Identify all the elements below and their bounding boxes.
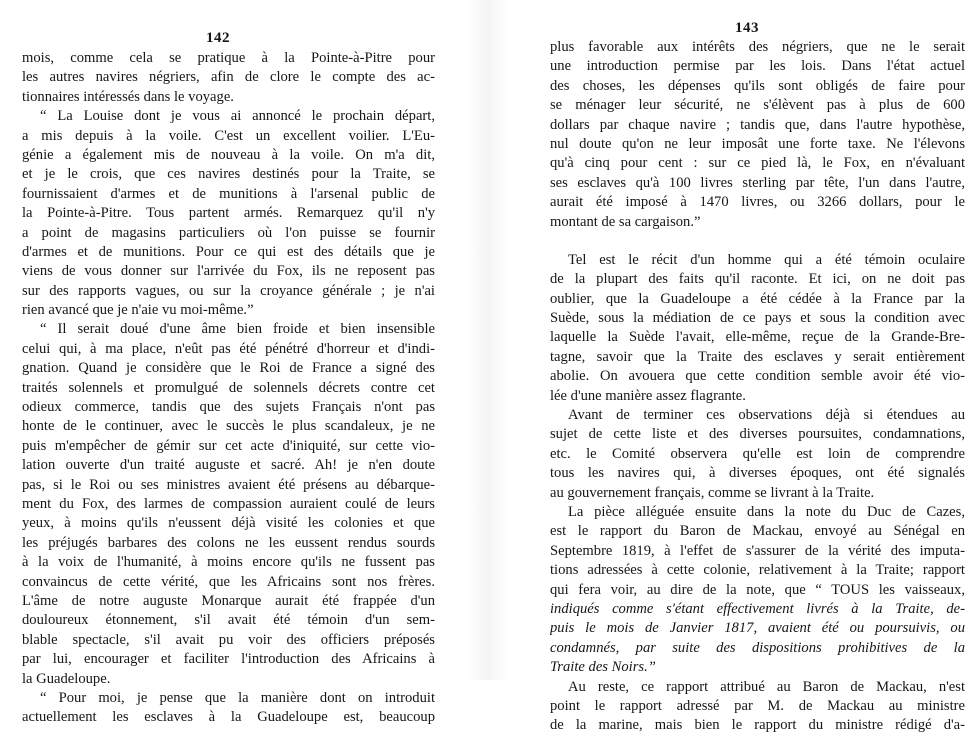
text-line: des choses, les dépenses qu'ils sont obligés de faire pour [550,77,965,94]
text-line: lée d'une manière assez flagrante. [550,387,746,404]
text-line: “ La Louise dont je vous ai annoncé le prochain départ, [40,108,435,125]
text-line: d'armes et de munitions. Pour ce qui est des détails que je [22,243,435,260]
text-line: sujet de cette liste et des diverses poursuites, condamnations, [550,426,965,443]
page-number: 143 [735,20,759,36]
text-line: “ Il serait doué d'une âme bien froide et bien insensible [40,321,435,338]
text-line: fournissaient d'armes et de munitions à l'arsenal public de [22,185,435,202]
text-line: viens de vous donner sur l'arrivée du Fox, ils ne reposent pas [22,263,435,280]
page-number: 142 [206,30,230,46]
text-line: L'âme de notre auguste Monarque aurait été frappée d'un [22,592,435,609]
text-line: aurait été imposé à 1470 livres, ou 3266 dollars, pour le [550,194,965,211]
text-line: puis m'empêcher de gémir sur cet acte d'iniquité, sur cette vio- [22,437,435,454]
text-line: Avant de terminer ces observations déjà si étendues au [568,407,965,424]
text-line: traités solennels et promulgué de solennels décrets contre cet [22,379,435,396]
text-line: etc. le Comité observera qu'elle est loin de comprendre [550,445,965,462]
text-line: mois, comme cela se pratique à la Pointe-à-Pitre pour [22,50,435,66]
text-line: tionnaires intéressés dans le voyage. [22,88,234,105]
text-line: se ménager leur sécurité, ne s'élèvent pas à plus de 600 [550,97,965,114]
left-page [0,0,440,726]
text-line: point le rapport adressé par M. de Mackau au ministre [550,697,965,714]
text-line: La pièce alléguée ensuite dans la note du Duc de Cazes, [568,503,965,520]
text-line: montant de sa cargaison.” [550,213,701,230]
text-line: plus favorable aux intérêts des négriers, que ne le serait [550,39,965,55]
text-line: génie a également mis de nouveau à la voile. On m'a dit, [22,146,435,163]
text-line: sur des rapports vagues, ou sur la croyance générale ; je n'ai [22,282,435,299]
text-line: rien avancé que je n'aie vu moi-même.” [22,302,254,319]
text-line: laquelle la Suède l'avait, elle-même, reçue de la Grande-Bre- [550,329,965,346]
text-line: nul doute qu'on ne leur imposât une forte taxe. Ne l'élevons [550,135,965,152]
text-line: à la voix de l'humanité, à moins encore qu'ils ne fussent pas [22,554,435,571]
text-line: de la marine, mais bien le rapport du ministre rédigé d'a- [550,717,965,734]
text-line: ment du Fox, des larmes de compassion auraient coulé de leurs [22,495,435,512]
text-line: la Guadeloupe. [22,670,111,687]
text-line: blable spectacle, s'il avait pu voir des officiers préposés [22,631,435,648]
text-line: indiqués comme s'étant effectivement livrés à la Traite, de- [550,600,965,617]
book-gutter [468,0,508,680]
text-line: oublier, que la Guadeloupe a été cédée à la France par la [550,290,965,307]
text-line: a mis depuis à la voile. C'est un excellent voilier. L'Eu- [22,127,435,144]
text-line: qu'à cinq pour cent : sur ce pied là, le Fox, en n'évaluant [550,155,965,172]
text-line: pas, si le Roi ou ses ministres avaient été présens au débarque- [22,476,435,493]
text-line: condamnés, par suite des dispositions prohibitives de la [550,639,965,656]
text-line: lation ouverte d'un traité auguste et sacré. Ah! je n'en doute [22,457,435,474]
text-line: tions adressées à cette colonie, relativement à la Traite; rapport [550,562,965,579]
paragraph-gap [550,232,965,251]
text-line: celui qui, à ma place, n'eût pas été pénétré d'horreur et d'indi- [22,340,435,357]
text-line: est le rapport du Baron de Mackau, envoyé au Sénégal en [550,523,965,540]
text-line: “ Pour moi, je pense que la manière dont on introduit [40,689,435,706]
right-page [535,0,975,734]
text-line: a point de magasins particuliers où l'on puisse se fournir [22,224,435,241]
text-line: Suède, sous la médiation de ce pays et sous la condition avec [550,310,965,327]
text-line: tous les navires qui, à diverses époques, ont été signalés [550,465,965,482]
text-line: odieux commerce, tandis que des sujets Français n'ont pas [22,399,435,416]
text-line: une introduction permise par les lois. Dans l'état actuel [550,58,965,75]
text-line: Tel est le récit d'un homme qui a été témoin oculaire [568,251,965,268]
text-line: les autres navires négriers, afin de clore le compte des ac- [22,69,435,86]
text-line: la Pointe-à-Pitre. Tous partent armés. Remarquez qu'il n'y [22,205,435,222]
text-line: qui fera voir, au dire de la note, que “ TOUS les vaisseaux, [550,581,965,598]
text-line: abolie. On avouera que cette condition semble avoir été vio- [550,368,965,385]
text-line: Septembre 1819, à l'effet de s'assurer de la vérité des imputa- [550,542,965,559]
text-line: par lui, encourager et faciliter l'introduction des Africains à [22,651,435,668]
text-line: tagne, savoir que la Traite des esclaves y serait entièrement [550,348,965,365]
text-line: honte de le continuer, avec le succès le plus scandaleux, je ne [22,418,435,435]
text-line: et je le crois, que ces navires destinés pour la Traite, se [22,166,435,183]
text-line: de la plupart des faits qu'il raconte. Et ici, on ne doit pas [550,271,965,288]
text-line: ses esclaves qu'à 100 livres sterling par tête, l'un dans l'autre, [550,174,965,191]
text-line: convaincus de cette vérité, que les Africains sont nos frères. [22,573,435,590]
text-line: dollars par chaque navire ; tandis que, dans l'autre hypothèse, [550,116,965,133]
text-line: les préjugés barbares des colons ne les eussent rendus sourds [22,534,435,551]
text-line: Au reste, ce rapport attribué au Baron de Mackau, n'est [568,678,965,695]
text-line: au gouvernement français, comme se livrant à la Traite. [550,484,875,501]
text-line: douloureux étonnement, s'il avait été témoin d'un sem- [22,612,435,629]
page-body [22,49,435,728]
text-line: Traite des Noirs.” [550,659,656,676]
text-line: yeux, à moins qu'ils n'eussent déjà visité les colonies et que [22,515,435,532]
text-line: gnation. Quand je considère que le Roi de France a signé des [22,360,435,377]
text-line: puis le mois de Janvier 1817, avaient été ou poursuivis, ou [550,620,965,637]
text-line: actuellement les esclaves à la Guadeloupe est, beaucoup [22,709,435,726]
page-body [550,38,965,736]
